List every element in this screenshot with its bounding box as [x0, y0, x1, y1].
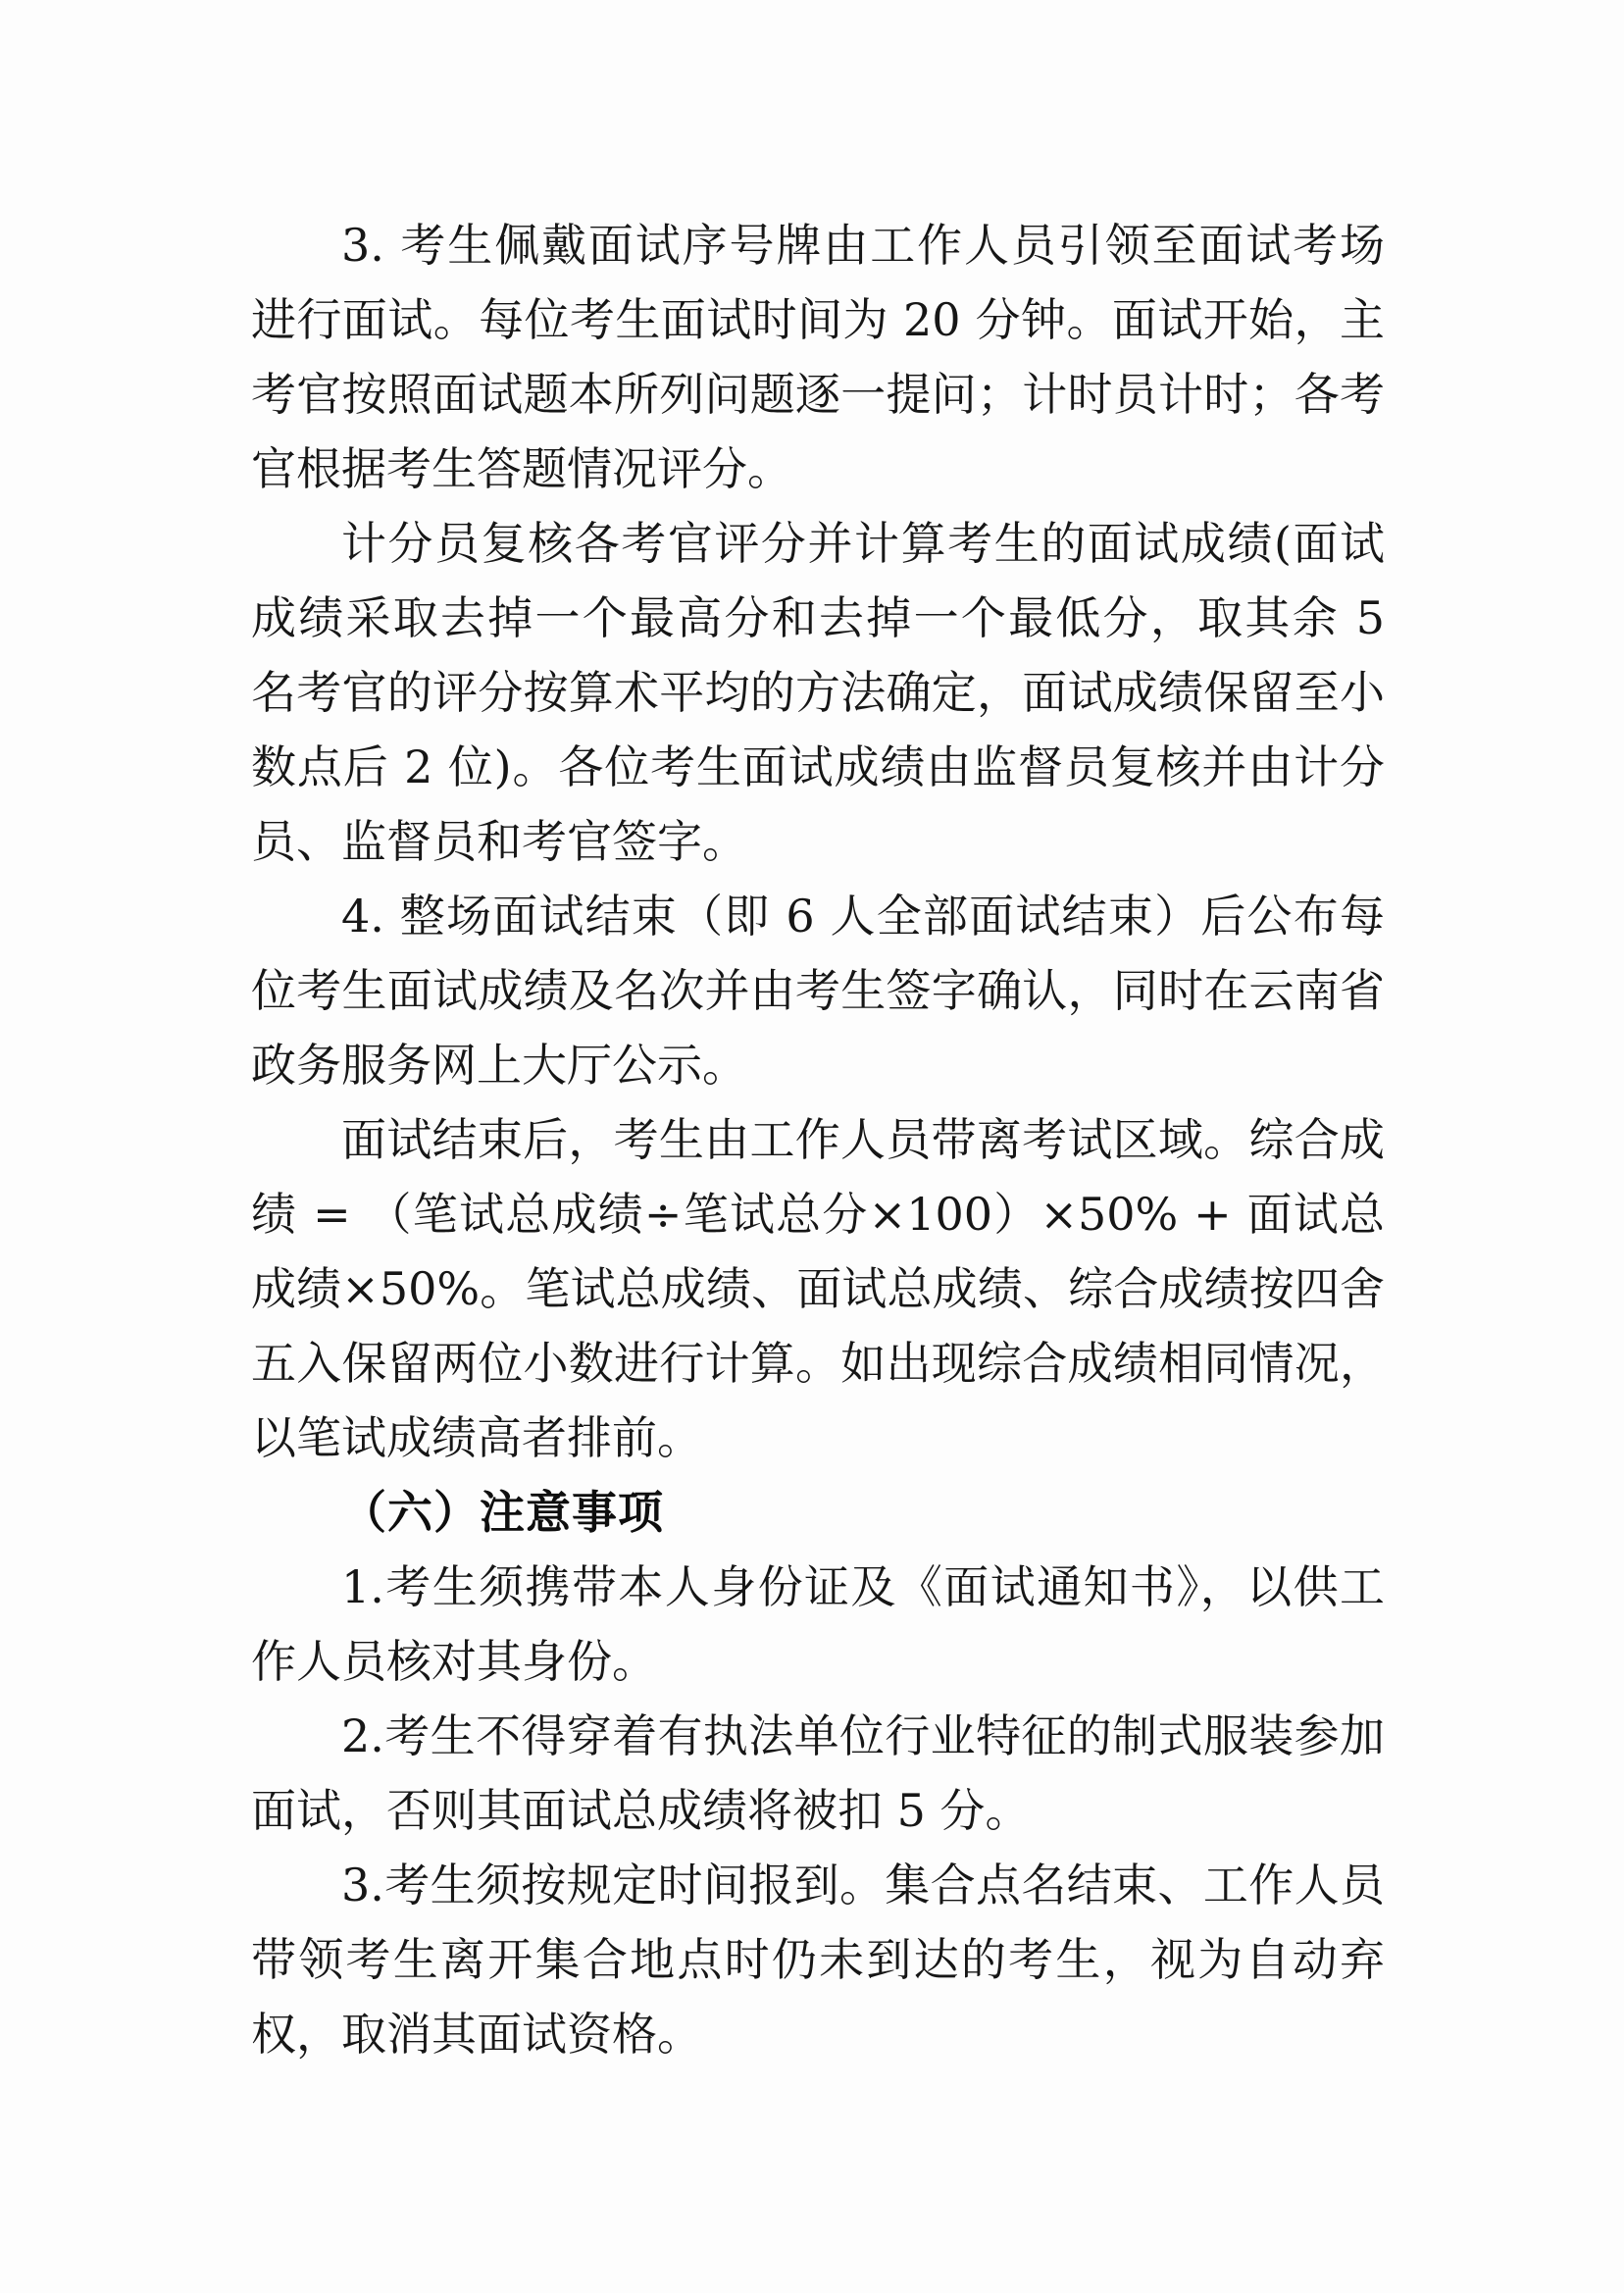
document-body — [251, 208, 1385, 2071]
paragraph-note-1-id-check: 1.考生须携带本人身份证及《面试通知书》，以供工作人员核对其身份。 — [251, 1560, 1385, 1688]
paragraph-note-2-uniform-rule: 2.考生不得穿着有执法单位行业特征的制式服装参加面试，否则其面试总成绩将被扣 5 分。 — [251, 1709, 1385, 1837]
paragraph-interview-procedure-step3: 3. 考生佩戴面试序号牌由工作人员引领至面试考场进行面试。每位考生面试时间为 20 分钟。面试开始，主考官按照面试题本所列问题逐一提问；计时员计时；各考官根据考生答题情况评分。 — [251, 219, 1385, 495]
paragraph-composite-score-formula: 面试结束后，考生由工作人员带离考试区域。综合成绩 = （笔试总成绩÷笔试总分×100）×50% + 面试总成绩×50%。笔试总成绩、面试总成绩、综合成绩按四舍五入保留两位小数进行计算。如出现综合成绩相同情况，以笔试成绩高者排前。 — [251, 1113, 1385, 1464]
paragraph-interview-procedure-step4: 4. 整场面试结束（即 6 人全部面试结束）后公布每位考生面试成绩及名次并由考生签字确认，同时在云南省政务服务网上大厅公示。 — [251, 890, 1385, 1092]
paragraph-score-calculation: 计分员复核各考官评分并计算考生的面试成绩(面试成绩采取去掉一个最高分和去掉一个最低分，取其余 5 名考官的评分按算术平均的方法确定，面试成绩保留至小数点后 2 位)。各位考生面试成绩由监督员复核并由计分员、监督员和考官签字。 — [251, 517, 1385, 868]
paragraph-note-3-report-time: 3.考生须按规定时间报到。集合点名结束、工作人员带领考生离开集合地点时仍未到达的考生，视为自动弃权，取消其面试资格。 — [251, 1859, 1385, 2061]
section-heading-notes: （六）注意事项 — [341, 1486, 664, 1539]
